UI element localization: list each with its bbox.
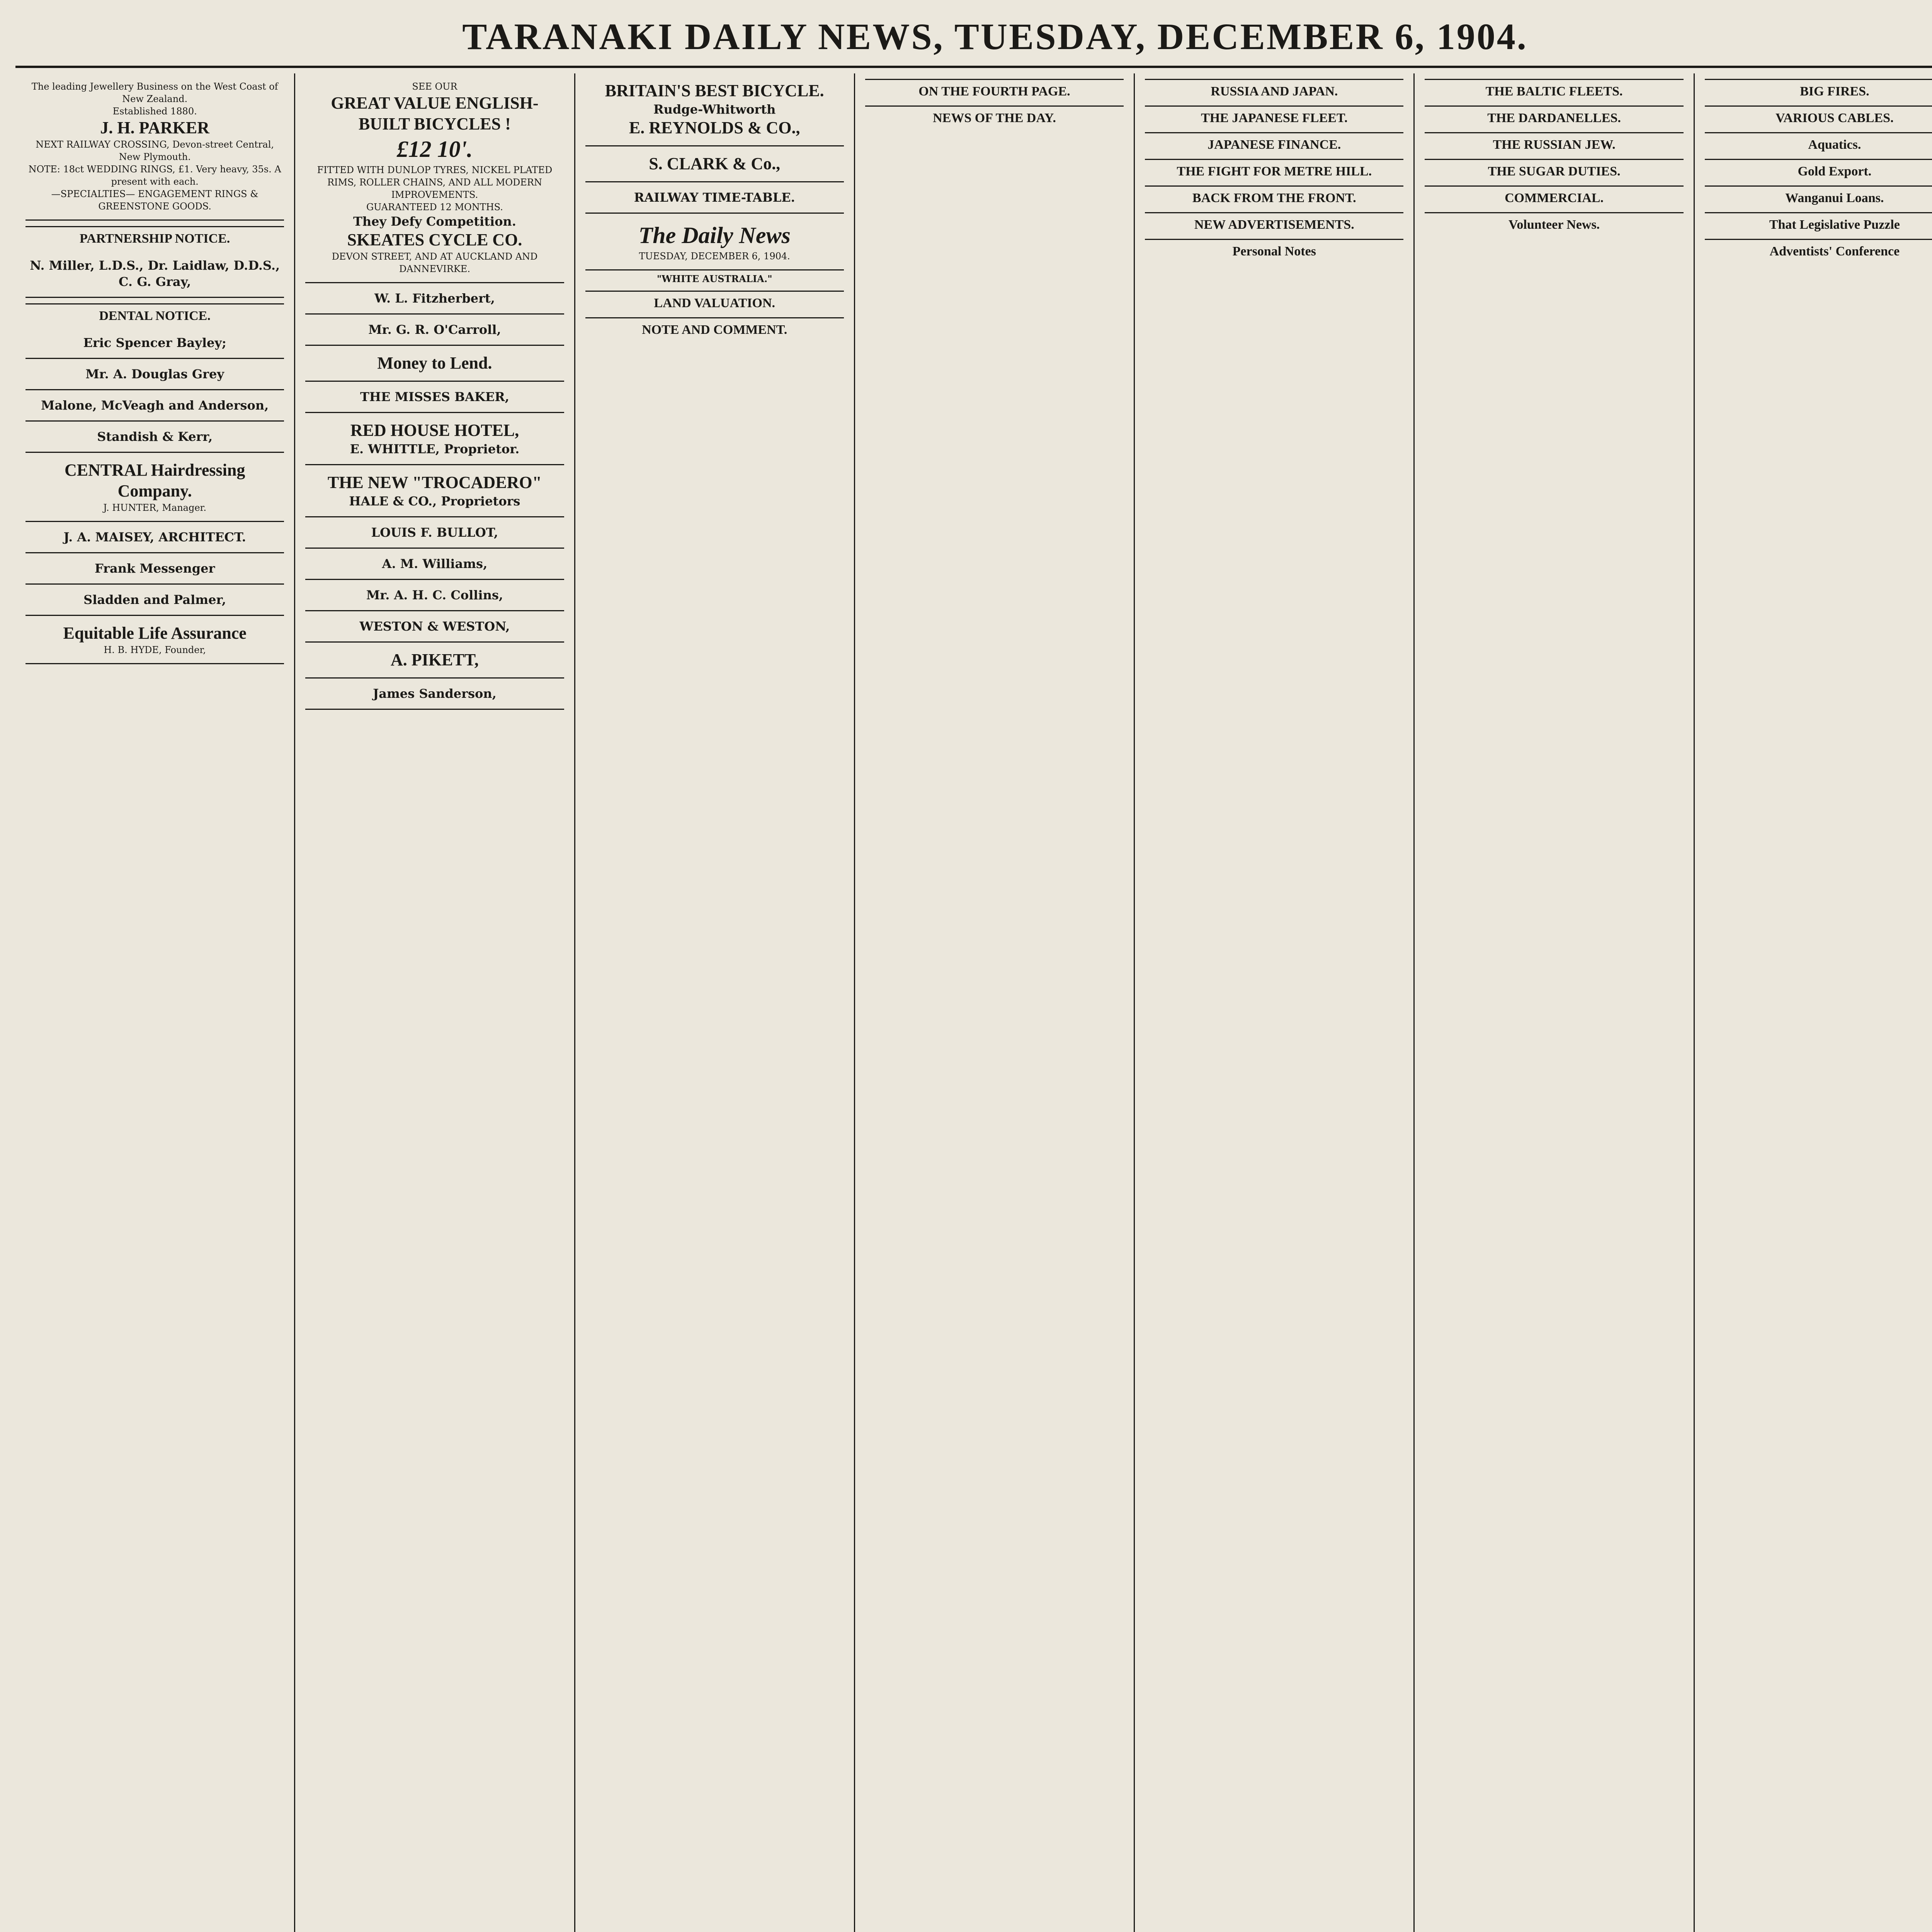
ad-maisey xyxy=(26,522,284,553)
ad-malone xyxy=(26,390,284,422)
ad-heading: SKEATES CYCLE CO. xyxy=(347,230,522,249)
ad-sanderson xyxy=(305,679,564,710)
article-heading: Personal Notes xyxy=(1145,239,1403,260)
column-4 xyxy=(855,73,1135,1932)
column-2 xyxy=(295,73,575,1932)
ad-clark xyxy=(585,146,844,182)
ad-redhouse xyxy=(305,413,564,465)
ad-heading: BRITAIN'S BEST BICYCLE. xyxy=(605,81,824,100)
article-heading: RUSSIA AND JAPAN. xyxy=(1145,79,1403,100)
timetable-heading: RAILWAY TIME-TABLE. xyxy=(634,190,795,205)
ad-heading: Sladden and Palmer, xyxy=(83,592,226,607)
ad-best-bicycle xyxy=(585,73,844,146)
article-heading: Aquatics. xyxy=(1705,132,1932,153)
ad-heading: RED HOUSE HOTEL, xyxy=(350,421,519,440)
ad-bicycles xyxy=(305,73,564,283)
article-heading: "WHITE AUSTRALIA." xyxy=(656,273,772,284)
article-heading: THE RUSSIAN JEW. xyxy=(1425,132,1683,153)
ad-heading: LOUIS F. BULLOT, xyxy=(371,525,498,540)
ad-heading: Frank Messenger xyxy=(94,561,215,576)
paper-nameplate xyxy=(585,214,844,270)
ad-heading: They Defy Competition. xyxy=(353,214,516,229)
article-heading: LAND VALUATION. xyxy=(585,291,844,312)
column-7 xyxy=(1695,73,1932,1932)
column-5 xyxy=(1135,73,1415,1932)
ad-weston xyxy=(305,611,564,643)
ad-text: GUARANTEED 12 MONTHS. xyxy=(366,202,503,213)
nameplate: The Daily News xyxy=(638,223,791,248)
ad-money xyxy=(305,346,564,382)
ad-text: SEE OUR xyxy=(412,81,457,92)
ad-heading: A. PIKETT, xyxy=(391,650,479,669)
ad-bullot xyxy=(305,517,564,549)
ad-bayley xyxy=(26,328,284,359)
article-heading: JAPANESE FINANCE. xyxy=(1145,132,1403,153)
article-heading: Volunteer News. xyxy=(1425,212,1683,233)
ad-text: DEVON STREET, AND AT AUCKLAND AND DANNEVIRKE. xyxy=(332,251,538,274)
ad-grey xyxy=(26,359,284,390)
article-heading: BACK FROM THE FRONT. xyxy=(1145,185,1403,207)
article-heading: NOTE AND COMMENT. xyxy=(585,317,844,338)
ad-text: NOTE: 18ct WEDDING RINGS, £1. Very heavy, 35s. A present with each. xyxy=(28,164,281,187)
nameplate-date: TUESDAY, DECEMBER 6, 1904. xyxy=(639,251,790,262)
ad-heading: Mr. A. Douglas Grey xyxy=(85,367,224,381)
ad-text: FITTED WITH DUNLOP TYRES, NICKEL PLATED RIMS, ROLLER CHAINS, AND ALL MODERN IMPROVEMENTS. xyxy=(317,165,553,200)
ad-heading: J. H. PARKER xyxy=(100,118,209,137)
article-heading: VARIOUS CABLES. xyxy=(1705,105,1932,127)
ad-carroll xyxy=(305,315,564,346)
ad-standish xyxy=(26,422,284,453)
ad-heading: THE NEW "TROCADERO" xyxy=(327,473,542,492)
ad-heading: E. WHITTLE, Proprietor. xyxy=(350,442,520,456)
article-heading: THE JAPANESE FLEET. xyxy=(1145,105,1403,127)
masthead xyxy=(15,8,1932,68)
article-heading: THE FIGHT FOR METRE HILL. xyxy=(1145,159,1403,180)
ad-heading: Rudge-Whitworth xyxy=(653,102,776,117)
columns xyxy=(15,73,1932,1932)
ad-price: £12 10'. xyxy=(396,136,473,162)
ad-messenger xyxy=(26,553,284,585)
ad-heading: Eric Spencer Bayley; xyxy=(83,335,226,350)
ad-fitzherbert xyxy=(305,283,564,315)
article-heading: ON THE FOURTH PAGE. xyxy=(865,79,1124,100)
ad-heading: E. REYNOLDS & CO., xyxy=(629,118,800,137)
ad-heading: W. L. Fitzherbert, xyxy=(374,291,495,306)
ad-heading: Malone, McVeagh and Anderson, xyxy=(41,398,269,413)
ad-text: NEXT RAILWAY CROSSING, Devon-street Central, New Plymouth. xyxy=(36,139,274,162)
column-1 xyxy=(15,73,295,1932)
ad-heading: N. Miller, L.D.S., Dr. Laidlaw, D.D.S., C. G. Gray, xyxy=(30,258,280,289)
ad-heading: Equitable Life Assurance xyxy=(63,624,247,643)
ad-baker xyxy=(305,382,564,413)
article-heading: THE DARDANELLES. xyxy=(1425,105,1683,127)
ad-heading: HALE & CO., Proprietors xyxy=(349,494,520,509)
ad-trocadero xyxy=(305,465,564,517)
article-heading: NEW ADVERTISEMENTS. xyxy=(1145,212,1403,233)
ad-collins xyxy=(305,580,564,611)
ad-heading: Money to Lend. xyxy=(377,354,492,372)
ad-heading: J. A. MAISEY, ARCHITECT. xyxy=(63,530,246,544)
article-heading: THE SUGAR DUTIES. xyxy=(1425,159,1683,180)
ad-heading: A. M. Williams, xyxy=(382,556,488,571)
article-heading: THE BALTIC FLEETS. xyxy=(1425,79,1683,100)
timetable xyxy=(585,182,844,214)
ad-text: The leading Jewellery Business on the West Coast of New Zealand. xyxy=(31,81,278,104)
article-heading: NEWS OF THE DAY. xyxy=(865,105,1124,127)
ad-central xyxy=(26,453,284,522)
article-heading: That Legislative Puzzle xyxy=(1705,212,1932,233)
article-heading: BIG FIRES. xyxy=(1705,79,1932,100)
ad-heading: S. CLARK & Co., xyxy=(649,154,781,173)
ad-equitable xyxy=(26,616,284,664)
ad-heading: Mr. A. H. C. Collins, xyxy=(366,588,503,602)
ad-heading: GREAT VALUE ENGLISH-BUILT BICYCLES ! xyxy=(331,94,539,133)
ad-text: H. B. HYDE, Founder, xyxy=(104,645,206,655)
ad-heading: Standish & Kerr, xyxy=(97,429,213,444)
ad-heading: THE MISSES BAKER, xyxy=(360,389,509,404)
ad-text: J. HUNTER, Manager. xyxy=(103,502,206,513)
ad-heading: WESTON & WESTON, xyxy=(359,619,510,634)
ad-heading: CENTRAL Hairdressing Company. xyxy=(64,461,245,500)
ad-williams xyxy=(305,549,564,580)
section-heading: DENTAL NOTICE. xyxy=(26,303,284,325)
article-heading: Adventists' Conference xyxy=(1705,239,1932,260)
article-heading: Wanganui Loans. xyxy=(1705,185,1932,207)
article-heading: COMMERCIAL. xyxy=(1425,185,1683,207)
article-heading: Gold Export. xyxy=(1705,159,1932,180)
column-6 xyxy=(1415,73,1694,1932)
masthead-title: TARANAKI DAILY NEWS, TUESDAY, DECEMBER 6, 1904. xyxy=(462,16,1528,57)
column-3 xyxy=(575,73,855,1932)
ad-heading: Mr. G. R. O'Carroll, xyxy=(368,322,501,337)
section-heading: PARTNERSHIP NOTICE. xyxy=(26,226,284,247)
ad-heading: James Sanderson, xyxy=(373,686,497,701)
ad-parker xyxy=(26,73,284,221)
ad-pikett xyxy=(305,643,564,679)
ad-dental xyxy=(26,250,284,298)
ad-sladden xyxy=(26,585,284,616)
ad-text: Established 1880. xyxy=(112,106,197,117)
ad-text: —SPECIALTIES— ENGAGEMENT RINGS & GREENSTONE GOODS. xyxy=(51,189,259,212)
